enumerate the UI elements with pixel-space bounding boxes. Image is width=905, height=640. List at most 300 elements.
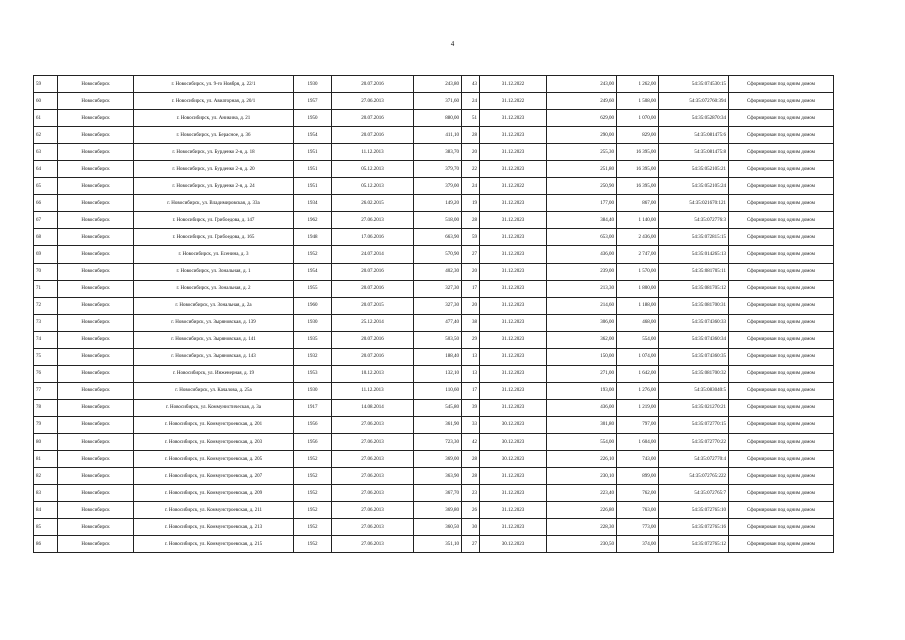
city-cell: Новосибирск — [58, 212, 134, 229]
year-built-cell: 1930 — [294, 76, 332, 93]
status-cell: Сформирован под одним домом — [729, 297, 834, 314]
address-cell: г. Новосибирск, ул. Бурденко 2-я, д. 20 — [134, 161, 294, 178]
deadline-cell: 31.12.2022 — [480, 178, 547, 195]
year-built-cell: 1952 — [294, 451, 332, 468]
row-number-cell: 86 — [34, 536, 58, 553]
residents-cell: 26 — [462, 502, 480, 519]
address-cell: г. Новосибирск, ул. Авиаторная, д. 20/1 — [134, 93, 294, 110]
total-area-cell: 402,30 — [414, 263, 462, 280]
year-built-cell: 1954 — [294, 127, 332, 144]
total-area-cell: 880,00 — [414, 110, 462, 127]
total-area-cell: 503,50 — [414, 331, 462, 348]
cadastral-number-cell: 54:35:072765:10 — [659, 502, 729, 519]
deadline-cell: 31.12.2023 — [480, 144, 547, 161]
city-cell: Новосибирск — [58, 399, 134, 416]
date-cell: 27.06.2013 — [332, 468, 414, 485]
residents-cell: 28 — [462, 468, 480, 485]
city-cell: Новосибирск — [58, 536, 134, 553]
living-area-cell: 384,40 — [547, 212, 617, 229]
status-cell: Сформирован под одним домом — [729, 451, 834, 468]
residents-cell: 17 — [462, 382, 480, 399]
address-cell: г. Новосибирск, ул. Зональная, д. 2а — [134, 297, 294, 314]
deadline-cell: 30.12.2023 — [480, 451, 547, 468]
deadline-cell: 31.12.2023 — [480, 365, 547, 382]
city-cell: Новосибирск — [58, 416, 134, 433]
row-number-cell: 72 — [34, 297, 58, 314]
address-cell: г. Новосибирск, ул. Есенина, д. 3 — [134, 246, 294, 263]
living-area-cell: 629,00 — [547, 110, 617, 127]
total-area-cell: 132,10 — [414, 365, 462, 382]
year-built-cell: 1952 — [294, 485, 332, 502]
status-cell: Сформирован под одним домом — [729, 382, 834, 399]
address-cell: г. Новосибирск, ул. Коммунстроевская, д. 207 — [134, 468, 294, 485]
cadastral-number-cell: 54:35:072765:222 — [659, 468, 729, 485]
year-built-cell: 1956 — [294, 416, 332, 433]
year-built-cell: 1950 — [294, 110, 332, 127]
date-cell: 20.07.2016 — [332, 331, 414, 348]
total-area-cell: 243,80 — [414, 76, 462, 93]
row-number-cell: 71 — [34, 280, 58, 297]
total-area-cell: 327,30 — [414, 280, 462, 297]
row-number-cell: 75 — [34, 348, 58, 365]
deadline-cell: 31.12.2023 — [480, 127, 547, 144]
status-cell: Сформирован под одним домом — [729, 212, 834, 229]
residents-cell: 13 — [462, 348, 480, 365]
date-cell: 27.06.2013 — [332, 212, 414, 229]
table-row — [34, 93, 834, 110]
date-cell: 05.12.2013 — [332, 178, 414, 195]
cadastral-number-cell: 54:35:072765:7 — [659, 485, 729, 502]
residents-cell: 22 — [462, 161, 480, 178]
address-cell: г. Новосибирск, ул. Коммунстроевская, д. 209 — [134, 485, 294, 502]
status-cell: Сформирован под одним домом — [729, 416, 834, 433]
total-area-cell: 570,90 — [414, 246, 462, 263]
status-cell: Сформирован под одним домом — [729, 229, 834, 246]
row-number-cell: 78 — [34, 399, 58, 416]
deadline-cell: 31.12.2023 — [480, 229, 547, 246]
year-built-cell: 1934 — [294, 195, 332, 212]
date-cell: 27.06.2013 — [332, 93, 414, 110]
residents-cell: 13 — [462, 365, 480, 382]
address-cell: г. Новосибирск, ул. Коммунстроевская, д. 211 — [134, 502, 294, 519]
living-area-cell: 554,00 — [547, 433, 617, 450]
cadastral-number-cell: 54:35:021270:21 — [659, 399, 729, 416]
city-cell: Новосибирск — [58, 451, 134, 468]
deadline-cell: 31.12.2023 — [480, 314, 547, 331]
date-cell: 27.06.2013 — [332, 433, 414, 450]
date-cell: 20.07.2016 — [332, 263, 414, 280]
land-area-cell: 1 074,00 — [617, 348, 659, 365]
deadline-cell: 31.12.2023 — [480, 468, 547, 485]
table-row — [34, 468, 834, 485]
table-row — [34, 263, 834, 280]
living-area-cell: 230,10 — [547, 468, 617, 485]
cadastral-number-cell: 54:35:072770:22 — [659, 433, 729, 450]
date-cell: 20.07.2016 — [332, 127, 414, 144]
residents-cell: 24 — [462, 93, 480, 110]
address-cell: г. Новосибирск, ул. Зональная, д. 2 — [134, 280, 294, 297]
total-area-cell: 723,30 — [414, 433, 462, 450]
land-area-cell: 773,00 — [617, 519, 659, 536]
year-built-cell: 1956 — [294, 433, 332, 450]
total-area-cell: 188,40 — [414, 348, 462, 365]
cadastral-number-cell: 54:35:081475:8 — [659, 144, 729, 161]
address-cell: г. Новосибирск, ул. Грибоедова, д. 165 — [134, 229, 294, 246]
table-row — [34, 519, 834, 536]
row-number-cell: 74 — [34, 331, 58, 348]
year-built-cell: 1952 — [294, 536, 332, 553]
land-area-cell: 797,00 — [617, 416, 659, 433]
row-number-cell: 82 — [34, 468, 58, 485]
status-cell: Сформирован под одним домом — [729, 519, 834, 536]
residents-cell: 30 — [462, 519, 480, 536]
cadastral-number-cell: 54:35:072776:3 — [659, 212, 729, 229]
status-cell: Сформирован под одним домом — [729, 195, 834, 212]
land-area-cell: 468,00 — [617, 314, 659, 331]
land-area-cell: 743,00 — [617, 451, 659, 468]
cadastral-number-cell: 54:35:072770:15 — [659, 416, 729, 433]
city-cell: Новосибирск — [58, 144, 134, 161]
total-area-cell: 367,70 — [414, 485, 462, 502]
city-cell: Новосибирск — [58, 93, 134, 110]
deadline-cell: 31.12.2023 — [480, 348, 547, 365]
total-area-cell: 149,20 — [414, 195, 462, 212]
land-area-cell: 2 747,00 — [617, 246, 659, 263]
land-area-cell: 1 262,00 — [617, 76, 659, 93]
year-built-cell: 1932 — [294, 348, 332, 365]
year-built-cell: 1951 — [294, 161, 332, 178]
status-cell: Сформирован под одним домом — [729, 536, 834, 553]
total-area-cell: 363,90 — [414, 468, 462, 485]
table-row — [34, 348, 834, 365]
residents-cell: 20 — [462, 297, 480, 314]
cadastral-number-cell: 54:35:052105:21 — [659, 161, 729, 178]
residents-cell: 20 — [462, 144, 480, 161]
date-cell: 27.06.2013 — [332, 502, 414, 519]
residents-cell: 28 — [462, 127, 480, 144]
page-number: 4 — [450, 40, 455, 48]
city-cell: Новосибирск — [58, 348, 134, 365]
total-area-cell: 411,10 — [414, 127, 462, 144]
row-number-cell: 85 — [34, 519, 58, 536]
living-area-cell: 271,00 — [547, 365, 617, 382]
deadline-cell: 31.12.2023 — [480, 110, 547, 127]
status-cell: Сформирован под одним домом — [729, 485, 834, 502]
year-built-cell: 1957 — [294, 93, 332, 110]
row-number-cell: 64 — [34, 161, 58, 178]
total-area-cell: 110,60 — [414, 382, 462, 399]
cadastral-number-cell: 54:35:072815:15 — [659, 229, 729, 246]
cadastral-number-cell: 54:35:074360:34 — [659, 331, 729, 348]
year-built-cell: 1951 — [294, 178, 332, 195]
city-cell: Новосибирск — [58, 314, 134, 331]
date-cell: 14.08.2014 — [332, 399, 414, 416]
living-area-cell: 226,80 — [547, 502, 617, 519]
living-area-cell: 150,00 — [547, 348, 617, 365]
living-area-cell: 249,60 — [547, 93, 617, 110]
status-cell: Сформирован под одним домом — [729, 263, 834, 280]
land-area-cell: 16 395,00 — [617, 161, 659, 178]
cadastral-number-cell: 54:35:014265:13 — [659, 246, 729, 263]
deadline-cell: 31.12.2023 — [480, 212, 547, 229]
cadastral-number-cell: 54:35:074530:15 — [659, 76, 729, 93]
residents-cell: 43 — [462, 76, 480, 93]
cadastral-number-cell: 54:35:074360:33 — [659, 314, 729, 331]
residents-cell: 19 — [462, 195, 480, 212]
address-cell: г. Новосибирск, ул. Зыряновская, д. 141 — [134, 331, 294, 348]
residents-cell: 24 — [462, 178, 480, 195]
date-cell: 11.12.2013 — [332, 144, 414, 161]
status-cell: Сформирован под одним домом — [729, 110, 834, 127]
city-cell: Новосибирск — [58, 263, 134, 280]
city-cell: Новосибирск — [58, 468, 134, 485]
land-area-cell: 762,00 — [617, 485, 659, 502]
address-cell: г. Новосибирск, ул. Владимировская, д. 33а — [134, 195, 294, 212]
residents-cell: 29 — [462, 331, 480, 348]
total-area-cell: 327,30 — [414, 297, 462, 314]
status-cell: Сформирован под одним домом — [729, 280, 834, 297]
city-cell: Новосибирск — [58, 178, 134, 195]
date-cell: 27.06.2013 — [332, 416, 414, 433]
row-number-cell: 83 — [34, 485, 58, 502]
land-area-cell: 16 395,00 — [617, 144, 659, 161]
total-area-cell: 663,90 — [414, 229, 462, 246]
city-cell: Новосибирск — [58, 229, 134, 246]
table-row — [34, 433, 834, 450]
residents-cell: 23 — [462, 485, 480, 502]
residents-cell: 42 — [462, 433, 480, 450]
date-cell: 24.07.2014 — [332, 246, 414, 263]
status-cell: Сформирован под одним домом — [729, 365, 834, 382]
deadline-cell: 31.12.2023 — [480, 280, 547, 297]
date-cell: 10.12.2013 — [332, 365, 414, 382]
table-row — [34, 161, 834, 178]
table-row — [34, 246, 834, 263]
city-cell: Новосибирск — [58, 485, 134, 502]
city-cell: Новосибирск — [58, 365, 134, 382]
cadastral-number-cell: 54:35:072765:16 — [659, 519, 729, 536]
cadastral-number-cell: 54:35:072770:4 — [659, 451, 729, 468]
date-cell: 20.07.2016 — [332, 348, 414, 365]
year-built-cell: 1917 — [294, 399, 332, 416]
status-cell: Сформирован под одним домом — [729, 178, 834, 195]
address-cell: г. Новосибирск, ул. Бурденко 2-я, д. 24 — [134, 178, 294, 195]
cadastral-number-cell: 54:35:081700:32 — [659, 365, 729, 382]
total-area-cell: 518,00 — [414, 212, 462, 229]
total-area-cell: 371,60 — [414, 93, 462, 110]
total-area-cell: 379,70 — [414, 161, 462, 178]
land-area-cell: 1 800,00 — [617, 280, 659, 297]
address-cell: г. Новосибирск, ул. Качалова, д. 25а — [134, 382, 294, 399]
deadline-cell: 31.12.2023 — [480, 485, 547, 502]
residents-cell: 28 — [462, 212, 480, 229]
deadline-cell: 31.12.2023 — [480, 502, 547, 519]
table-row — [34, 502, 834, 519]
address-cell: г. Новосибирск, ул. Аникина, д. 21 — [134, 110, 294, 127]
table-row — [34, 110, 834, 127]
deadline-cell: 30.12.2023 — [480, 433, 547, 450]
city-cell: Новосибирск — [58, 297, 134, 314]
cadastral-number-cell: 54:35:081700:31 — [659, 297, 729, 314]
year-built-cell: 1952 — [294, 519, 332, 536]
city-cell: Новосибирск — [58, 161, 134, 178]
city-cell: Новосибирск — [58, 331, 134, 348]
residents-cell: 59 — [462, 229, 480, 246]
residents-cell: 20 — [462, 263, 480, 280]
status-cell: Сформирован под одним домом — [729, 246, 834, 263]
living-area-cell: 436,00 — [547, 399, 617, 416]
date-cell: 20.07.2015 — [332, 297, 414, 314]
living-area-cell: 290,00 — [547, 127, 617, 144]
date-cell: 20.07.2016 — [332, 76, 414, 93]
status-cell: Сформирован под одним домом — [729, 331, 834, 348]
living-area-cell: 228,30 — [547, 519, 617, 536]
date-cell: 25.12.2014 — [332, 314, 414, 331]
address-cell: г. Новосибирск, ул. Зональная, д. 1 — [134, 263, 294, 280]
deadline-cell: 30.12.2023 — [480, 416, 547, 433]
address-cell: г. Новосибирск, ул. Инженерная, д. 19 — [134, 365, 294, 382]
table-row — [34, 536, 834, 553]
year-built-cell: 1930 — [294, 382, 332, 399]
row-number-cell: 84 — [34, 502, 58, 519]
year-built-cell: 1930 — [294, 314, 332, 331]
row-number-cell: 68 — [34, 229, 58, 246]
address-cell: г. Новосибирск, ул. Коммунстроевская, д. 205 — [134, 451, 294, 468]
status-cell: Сформирован под одним домом — [729, 314, 834, 331]
land-area-cell: 763,00 — [617, 502, 659, 519]
year-built-cell: 1935 — [294, 331, 332, 348]
land-area-cell: 2 436,00 — [617, 229, 659, 246]
table-row — [34, 76, 834, 93]
year-built-cell: 1953 — [294, 365, 332, 382]
status-cell: Сформирован под одним домом — [729, 433, 834, 450]
residents-cell: 39 — [462, 399, 480, 416]
table-body — [34, 76, 834, 553]
table-row — [34, 280, 834, 297]
row-number-cell: 59 — [34, 76, 58, 93]
city-cell: Новосибирск — [58, 195, 134, 212]
residents-cell: 27 — [462, 536, 480, 553]
year-built-cell: 1962 — [294, 212, 332, 229]
year-built-cell: 1952 — [294, 502, 332, 519]
living-area-cell: 239,00 — [547, 263, 617, 280]
year-built-cell: 1955 — [294, 280, 332, 297]
city-cell: Новосибирск — [58, 502, 134, 519]
table-row — [34, 144, 834, 161]
land-area-cell: 1 642,00 — [617, 365, 659, 382]
deadline-cell: 31.12.2023 — [480, 263, 547, 280]
land-area-cell: 1 604,00 — [617, 433, 659, 450]
total-area-cell: 383,70 — [414, 144, 462, 161]
row-number-cell: 66 — [34, 195, 58, 212]
status-cell: Сформирован под одним домом — [729, 76, 834, 93]
living-area-cell: 436,00 — [547, 246, 617, 263]
date-cell: 27.06.2013 — [332, 536, 414, 553]
total-area-cell: 360,50 — [414, 519, 462, 536]
address-cell: г. Новосибирск, ул. Зыряновская, д. 143 — [134, 348, 294, 365]
city-cell: Новосибирск — [58, 76, 134, 93]
table-row — [34, 297, 834, 314]
cadastral-number-cell: 54:35:072765:12 — [659, 536, 729, 553]
total-area-cell: 369,00 — [414, 451, 462, 468]
table-row — [34, 229, 834, 246]
address-cell: г. Новосибирск, ул. Бурденко 2-я, д. 18 — [134, 144, 294, 161]
city-cell: Новосибирск — [58, 519, 134, 536]
row-number-cell: 63 — [34, 144, 58, 161]
cadastral-number-cell: 54:35:081705:12 — [659, 280, 729, 297]
address-cell: г. Новосибирск, ул. Коммунстроевская, д. 203 — [134, 433, 294, 450]
cadastral-number-cell: 54:35:052105:24 — [659, 178, 729, 195]
deadline-cell: 31.12.2023 — [480, 399, 547, 416]
status-cell: Сформирован под одним домом — [729, 144, 834, 161]
city-cell: Новосибирск — [58, 127, 134, 144]
address-cell: г. Новосибирск, ул. Коммунстроевская, д. 215 — [134, 536, 294, 553]
land-area-cell: 1 570,00 — [617, 263, 659, 280]
living-area-cell: 301,80 — [547, 416, 617, 433]
address-cell: г. Новосибирск, ул. 9-го Ноября, д. 22/1 — [134, 76, 294, 93]
land-area-cell: 1 508,00 — [617, 93, 659, 110]
row-number-cell: 81 — [34, 451, 58, 468]
row-number-cell: 65 — [34, 178, 58, 195]
total-area-cell: 477,40 — [414, 314, 462, 331]
table-row — [34, 399, 834, 416]
land-area-cell: 374,00 — [617, 536, 659, 553]
cadastral-number-cell: 54:35:072760:394 — [659, 93, 729, 110]
living-area-cell: 177,00 — [547, 195, 617, 212]
city-cell: Новосибирск — [58, 110, 134, 127]
table-row — [34, 451, 834, 468]
residents-cell: 51 — [462, 110, 480, 127]
row-number-cell: 67 — [34, 212, 58, 229]
year-built-cell: 1960 — [294, 297, 332, 314]
year-built-cell: 1952 — [294, 246, 332, 263]
city-cell: Новосибирск — [58, 280, 134, 297]
date-cell: 11.12.2013 — [332, 382, 414, 399]
city-cell: Новосибирск — [58, 382, 134, 399]
land-area-cell: 1 070,00 — [617, 110, 659, 127]
living-area-cell: 223,40 — [547, 485, 617, 502]
date-cell: 20.07.2016 — [332, 280, 414, 297]
date-cell: 27.06.2013 — [332, 519, 414, 536]
deadline-cell: 31.12.2023 — [480, 297, 547, 314]
address-cell: г. Новосибирск, ул. Берасное, д. 36 — [134, 127, 294, 144]
city-cell: Новосибирск — [58, 246, 134, 263]
row-number-cell: 62 — [34, 127, 58, 144]
living-area-cell: 226,10 — [547, 451, 617, 468]
date-cell: 27.06.2013 — [332, 451, 414, 468]
row-number-cell: 76 — [34, 365, 58, 382]
address-cell: г. Новосибирск, ул. Коммунстроевская, д. 201 — [134, 416, 294, 433]
table-row — [34, 178, 834, 195]
row-number-cell: 60 — [34, 93, 58, 110]
date-cell: 05.12.2013 — [332, 161, 414, 178]
deadline-cell: 31.12.2023 — [480, 519, 547, 536]
housing-table — [33, 75, 834, 553]
living-area-cell: 362,00 — [547, 331, 617, 348]
cadastral-number-cell: 54:35:021670:121 — [659, 195, 729, 212]
table-row — [34, 416, 834, 433]
status-cell: Сформирован под одним домом — [729, 502, 834, 519]
year-built-cell: 1952 — [294, 468, 332, 485]
status-cell: Сформирован под одним домом — [729, 161, 834, 178]
cadastral-number-cell: 54:35:081475:6 — [659, 127, 729, 144]
land-area-cell: 899,00 — [617, 468, 659, 485]
living-area-cell: 250,90 — [547, 178, 617, 195]
deadline-cell: 31.12.2023 — [480, 246, 547, 263]
deadline-cell: 31.12.2022 — [480, 93, 547, 110]
deadline-cell: 31.12.2023 — [480, 331, 547, 348]
status-cell: Сформирован под одним домом — [729, 127, 834, 144]
